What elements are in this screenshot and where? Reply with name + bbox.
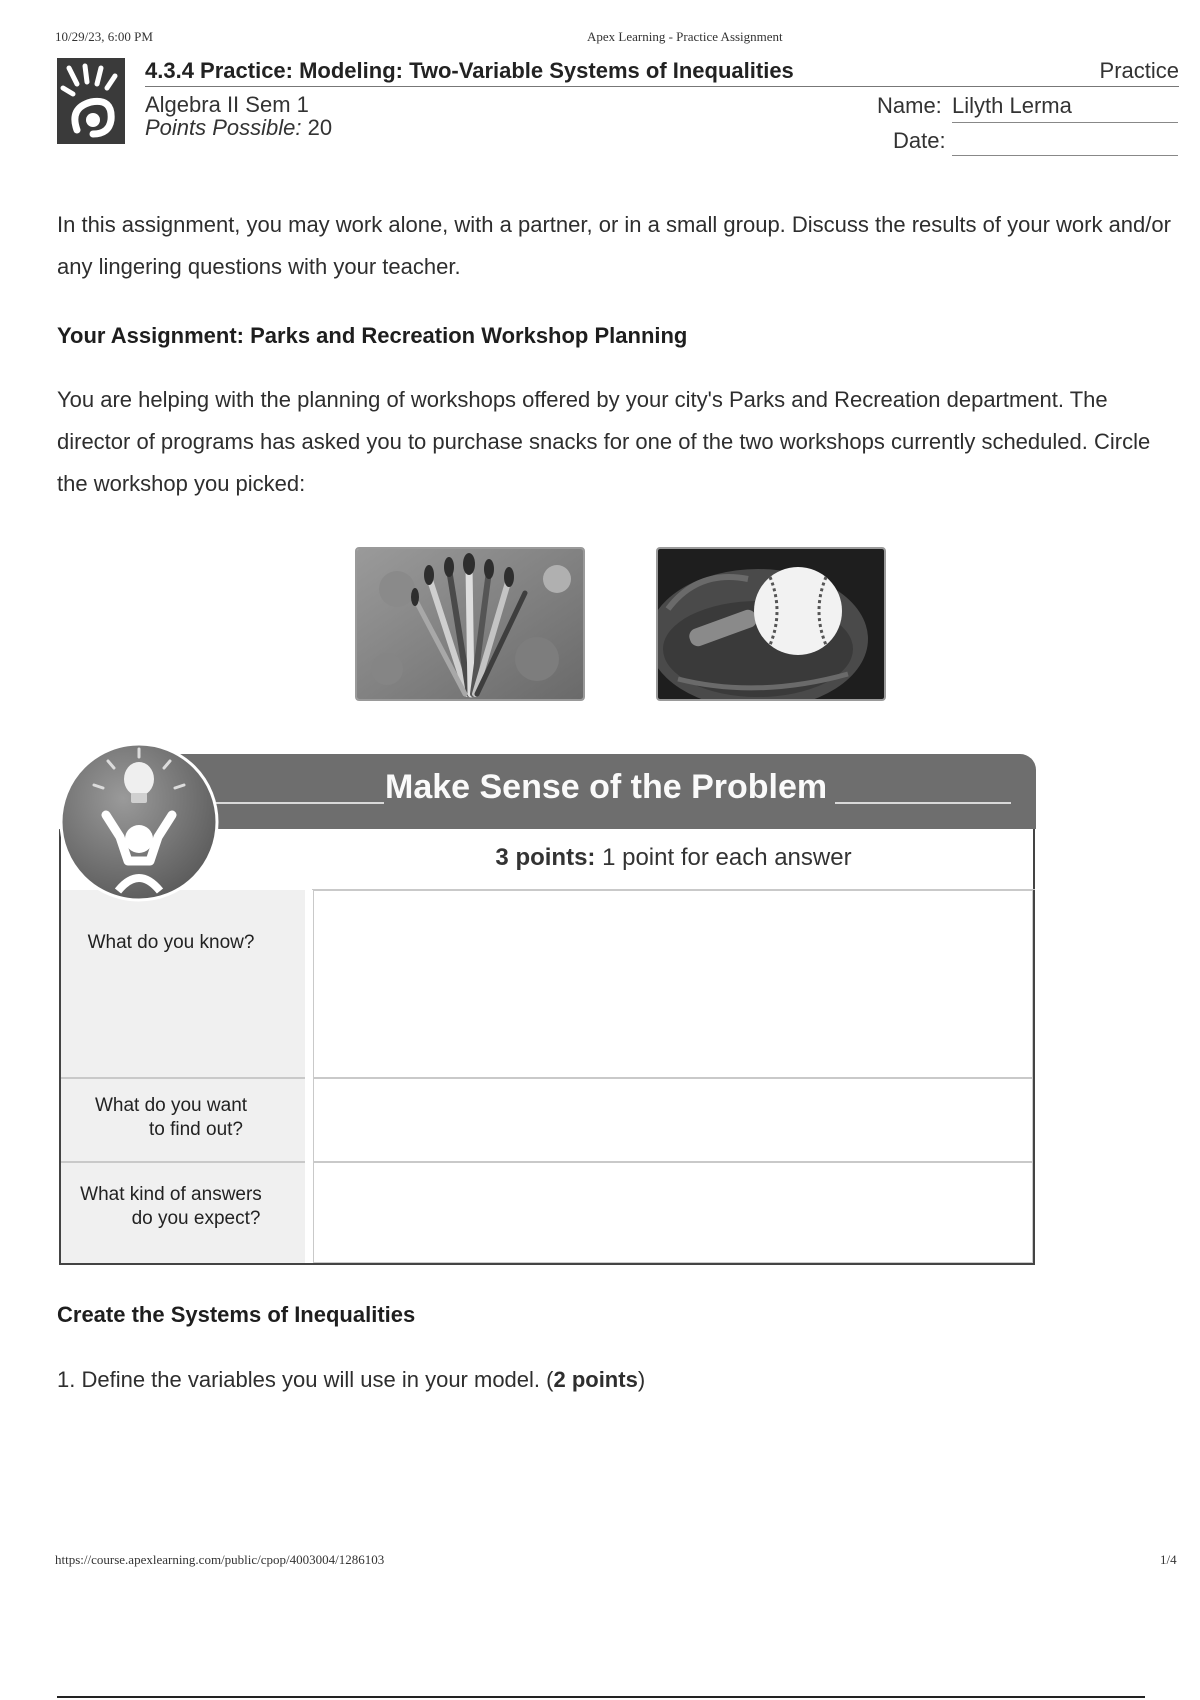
question-label-column (61, 890, 305, 1263)
page-bottom-rule (57, 1696, 1145, 1698)
answer-box-find-out[interactable] (313, 1078, 1033, 1162)
make-sense-banner (150, 754, 1036, 829)
answer-box-know[interactable] (313, 890, 1033, 1078)
question-1: 1. Define the variables you will use in your model. (2 points) (57, 1367, 646, 1392)
points-possible (145, 115, 332, 141)
workshop-baseball-image[interactable] (656, 547, 886, 701)
points-value: 20 (307, 115, 333, 140)
name-field[interactable]: Lilyth Lerma (952, 93, 1178, 123)
assignment-heading: Your Assignment: Parks and Recreation Workshop Planning (57, 323, 688, 348)
apex-logo-icon (57, 58, 125, 144)
page-number: 1/4 (1160, 1552, 1177, 1567)
points-label: Points Possible: (145, 115, 302, 140)
date-label: Date: (893, 128, 946, 153)
date-field[interactable] (952, 128, 1178, 156)
scenario-paragraph: You are helping with the planning of workshops offered by your city's Parks and Recreation department. The director of programs has asked you to purchase snacks for one of the two workshops currently scheduled. Circle the workshop you picked: (57, 387, 1151, 496)
name-label: Name: (877, 93, 942, 118)
baseball-glove-icon (658, 549, 884, 699)
workshop-painting-image[interactable] (355, 547, 585, 701)
footer-url: https://course.apexlearning.com/public/cpop/4003004/1286103 (55, 1552, 385, 1567)
print-document-title: Apex Learning - Practice Assignment (587, 29, 783, 44)
assignment-title: 4.3.4 Practice: Modeling: Two-Variable Systems of Inequalities (145, 58, 843, 87)
assignment-type-tag: Practice (843, 58, 1179, 87)
row-divider (61, 1161, 305, 1163)
answer-box-expect[interactable] (313, 1162, 1033, 1263)
make-sense-title: Make Sense of the Problem (385, 768, 828, 806)
print-datetime: 10/29/23, 6:00 PM (55, 29, 153, 44)
banner-rule-right (835, 802, 1011, 804)
intro-paragraph: In this assignment, you may work alone, with a partner, or in a small group. Discuss the results of your work and/or any lingering questions with your teacher. (57, 212, 1171, 279)
create-systems-heading: Create the Systems of Inequalities (57, 1302, 416, 1327)
row-label-expect: What kind of answers do you expect? (80, 1184, 262, 1229)
row-label-know: What do you know? (87, 932, 255, 953)
banner-rule-left (216, 802, 384, 804)
course-name: Algebra II Sem 1 (145, 92, 309, 117)
row-divider (61, 1077, 305, 1079)
lightbulb-person-icon (58, 741, 220, 903)
paintbrushes-icon (357, 549, 583, 699)
make-sense-points (312, 828, 1035, 890)
row-label-find-out: What do you want to find out? (94, 1095, 248, 1140)
points-rest: 1 point for each answer (595, 844, 852, 871)
points-bold: 3 points: (495, 844, 596, 871)
